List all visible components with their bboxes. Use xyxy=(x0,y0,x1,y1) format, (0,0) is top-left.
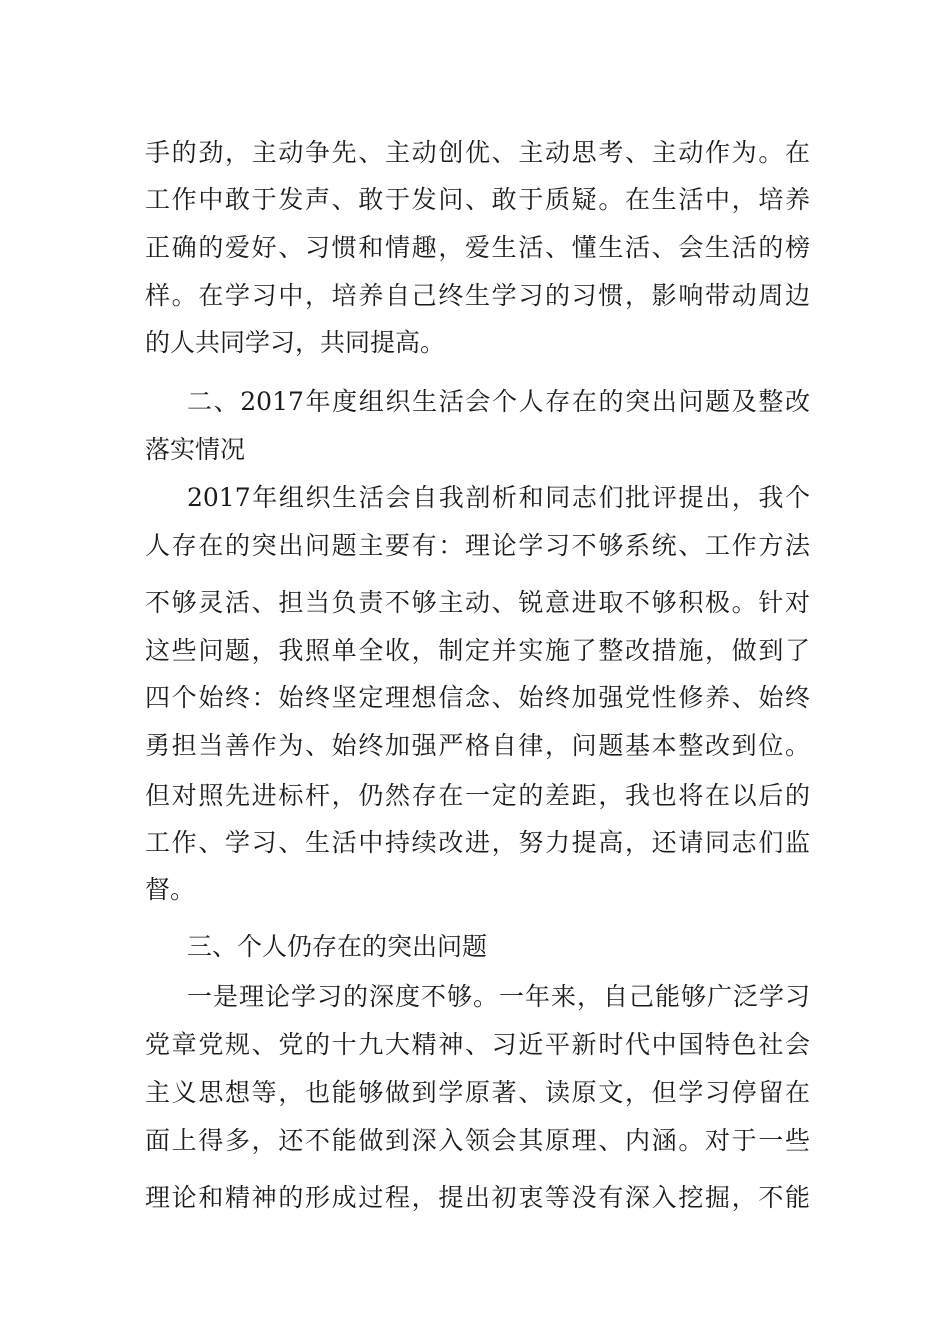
text-line: 但对照先进标杆，仍然存在一定的差距，我也将在以后的 xyxy=(145,781,810,810)
section-heading-continued: 落实情况 xyxy=(145,435,246,464)
text-line: 理论和精神的形成过程，提出初衷等没有深入挖掘，不能 xyxy=(145,1183,810,1212)
text-line: 督。 xyxy=(145,875,196,904)
section-heading: 三、个人仍存在的突出问题 xyxy=(187,932,488,961)
text-line: 人存在的突出问题主要有：理论学习不够系统、工作方法 xyxy=(145,531,810,560)
text-line: 这些问题，我照单全收，制定并实施了整改措施，做到了 xyxy=(145,636,810,665)
text-line: 一是理论学习的深度不够。一年来，自己能够广泛学习 xyxy=(187,982,810,1011)
text-line: 勇担当善作为、始终加强严格自律，问题基本整改到位。 xyxy=(145,731,810,760)
section-heading: 二、2017年度组织生活会个人存在的突出问题及整改 xyxy=(187,387,810,416)
text-line: 正确的爱好、习惯和情趣，爱生活、懂生活、会生活的榜 xyxy=(145,233,810,262)
text-line: 四个始终：始终坚定理想信念、始终加强党性修养、始终 xyxy=(145,683,810,712)
text-line: 的人共同学习，共同提高。 xyxy=(145,328,446,357)
text-line: 不够灵活、担当负责不够主动、锐意进取不够积极。针对 xyxy=(145,588,810,617)
text-line: 面上得多，还不能做到深入领会其原理、内涵。对于一些 xyxy=(145,1126,810,1155)
text-line: 党章党规、党的十九大精神、习近平新时代中国特色社会 xyxy=(145,1030,810,1059)
text-line: 样。在学习中，培养自己终生学习的习惯，影响带动周边 xyxy=(145,281,810,310)
text-line: 手的劲，主动争先、主动创优、主动思考、主动作为。在 xyxy=(145,138,810,167)
text-line: 工作、学习、生活中持续改进，努力提高，还请同志们监 xyxy=(145,828,810,857)
text-line: 主义思想等，也能够做到学原著、读原文，但学习停留在 xyxy=(145,1078,810,1107)
text-line: 工作中敢于发声、敢于发问、敢于质疑。在生活中，培养 xyxy=(145,185,810,214)
text-line: 2017年组织生活会自我剖析和同志们批评提出，我个 xyxy=(187,483,810,512)
